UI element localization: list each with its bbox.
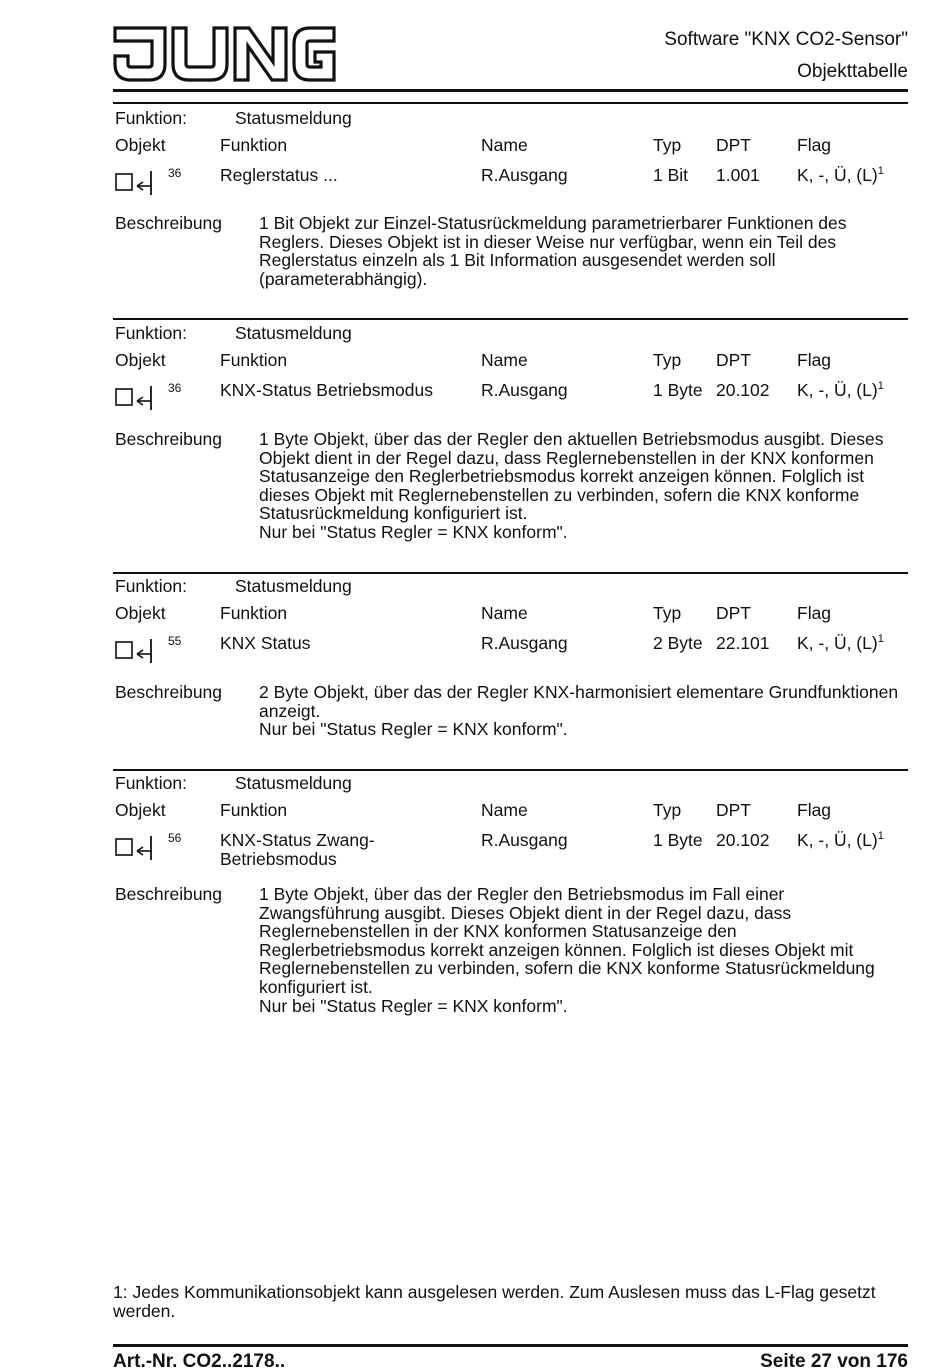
object-name: R.Ausgang xyxy=(481,165,568,185)
object-dpt: 22.101 xyxy=(716,633,770,653)
col-header-name: Name xyxy=(481,603,528,623)
col-header-name: Name xyxy=(481,135,528,155)
object-dpt: 1.001 xyxy=(716,165,760,185)
object-number: 55 xyxy=(168,634,182,648)
col-header-typ: Typ xyxy=(653,603,682,623)
beschreibung-label: Beschreibung xyxy=(115,429,223,449)
object-name: R.Ausgang xyxy=(481,830,568,850)
col-header-dpt: DPT xyxy=(716,603,751,623)
beschreibung-label: Beschreibung xyxy=(115,682,223,702)
object-number: 36 xyxy=(168,166,182,180)
block-top-rule xyxy=(113,572,908,574)
block-top-rule xyxy=(113,318,908,320)
col-header-name: Name xyxy=(481,800,528,820)
object-description: 1 Byte Objekt, über das der Regler den aktuellen Betriebsmodus ausgibt. Dieses Objekt dient in der Regel dazu, dass Reglernebenstellen in der KNX konformen Statusanzeige den Reglerbetriebsmodus korrekt anzeigen können. Folglich ist dieses Objekt mit Reglernebenstellen zu verbinden, sofern die KNX konforme Statusrückmeldung konfiguriert ist. Nur bei "Status Regler = KNX konform". xyxy=(259,429,884,542)
col-header-objekt: Objekt xyxy=(115,603,166,623)
output-object-icon xyxy=(115,639,153,665)
document-title: Software "KNX CO2-Sensor" xyxy=(664,29,908,50)
footer-rule xyxy=(113,1344,908,1347)
footnote: 1: Jedes Kommunikationsobjekt kann ausgelesen werden. Zum Auslesen muss das L-Flag gesetzt werden. xyxy=(113,1282,876,1321)
col-header-flag: Flag xyxy=(797,603,832,623)
col-header-flag: Flag xyxy=(797,350,832,370)
funktion-group-value: Statusmeldung xyxy=(235,576,352,596)
object-function: Reglerstatus ... xyxy=(220,165,338,185)
funktion-group-value: Statusmeldung xyxy=(235,108,352,128)
output-object-icon xyxy=(115,386,153,412)
col-header-flag: Flag xyxy=(797,800,832,820)
output-object-icon xyxy=(115,836,153,862)
funktion-group-label: Funktion: xyxy=(115,108,187,128)
object-flag: K, -, Ü, $(L)^1$ xyxy=(797,633,884,653)
beschreibung-label: Beschreibung xyxy=(115,213,223,233)
header-rule xyxy=(113,89,908,92)
object-flag: K, -, Ü, $(L)^1$ xyxy=(797,830,884,850)
beschreibung-label: Beschreibung xyxy=(115,884,223,904)
object-flag: K, -, Ü, $(L)^1$ xyxy=(797,165,884,185)
document-subtitle: Objekttabelle xyxy=(797,61,908,82)
footnote-ref: 1 xyxy=(877,380,884,392)
col-header-funktion: Funktion xyxy=(220,135,288,155)
col-header-dpt: DPT xyxy=(716,350,751,370)
page-number: Seite 27 von 176 xyxy=(760,1351,908,1372)
object-description: 2 Byte Objekt, über das der Regler KNX-harmonisiert elementare Grundfunktionen anzeigt. Nur bei "Status Regler = KNX konform". xyxy=(259,682,899,740)
col-header-flag: Flag xyxy=(797,135,832,155)
col-header-funktion: Funktion xyxy=(220,603,288,623)
footnote-ref: 1 xyxy=(877,633,884,645)
col-header-funktion: Funktion xyxy=(220,350,288,370)
col-header-objekt: Objekt xyxy=(115,350,166,370)
object-name: R.Ausgang xyxy=(481,633,568,653)
object-type: 1 Byte xyxy=(653,380,703,400)
funktion-group-value: Statusmeldung xyxy=(235,773,352,793)
object-description: 1 Bit Objekt zur Einzel-Statusrückmeldung parametrierbarer Funktionen des Reglers. Dieses Objekt ist in dieser Weise nur verfügbar, wenn ein Teil des Reglerstatus einzeln als 1 Bit Information ausgesendet werden soll (parameterabhängig). xyxy=(259,213,847,289)
object-function: KNX-Status Betriebsmodus xyxy=(220,380,434,400)
col-header-funktion: Funktion xyxy=(220,800,288,820)
funktion-group-label: Funktion: xyxy=(115,576,187,596)
object-function: KNX Status xyxy=(220,633,311,653)
jung-logo xyxy=(113,26,337,82)
object-type: 1 Byte xyxy=(653,830,703,850)
object-number: 36 xyxy=(168,381,182,395)
funktion-group-label: Funktion: xyxy=(115,323,187,343)
object-name: R.Ausgang xyxy=(481,380,568,400)
object-description: 1 Byte Objekt, über das der Regler den Betriebsmodus im Fall einer Zwangsführung ausgibt. Dieses Objekt dient in der Regel dazu, dass Reglernebenstellen in der KNX konformen Statusanzeige den Reglerbetriebsmodus korrekt anzeigen können. Folglich ist dieses Objekt mit Reglernebenstellen zu verbinden, sofern die KNX konforme Statusrückmeldung konfiguriert ist. Nur bei "Status Regler = KNX konform". xyxy=(259,884,875,1016)
col-header-typ: Typ xyxy=(653,135,682,155)
block-top-rule xyxy=(113,102,908,104)
col-header-objekt: Objekt xyxy=(115,135,166,155)
funktion-group-label: Funktion: xyxy=(115,773,187,793)
col-header-dpt: DPT xyxy=(716,800,751,820)
block-top-rule xyxy=(113,769,908,771)
object-type: 2 Byte xyxy=(653,633,703,653)
object-dpt: 20.102 xyxy=(716,380,770,400)
object-flag: K, -, Ü, $(L)^1$ xyxy=(797,380,884,400)
object-dpt: 20.102 xyxy=(716,830,770,850)
col-header-dpt: DPT xyxy=(716,135,751,155)
object-function-line2: Betriebsmodus xyxy=(220,849,337,869)
object-function: KNX-Status Zwang- xyxy=(220,830,375,850)
output-object-icon xyxy=(115,171,153,197)
footnote-ref: 1 xyxy=(877,830,884,842)
funktion-group-value: Statusmeldung xyxy=(235,323,352,343)
footnote-ref: 1 xyxy=(877,165,884,177)
col-header-typ: Typ xyxy=(653,800,682,820)
col-header-name: Name xyxy=(481,350,528,370)
col-header-objekt: Objekt xyxy=(115,800,166,820)
article-number: Art.-Nr. CO2..2178.. xyxy=(113,1351,286,1372)
object-type: 1 Bit xyxy=(653,165,689,185)
col-header-typ: Typ xyxy=(653,350,682,370)
object-number: 56 xyxy=(168,831,182,845)
